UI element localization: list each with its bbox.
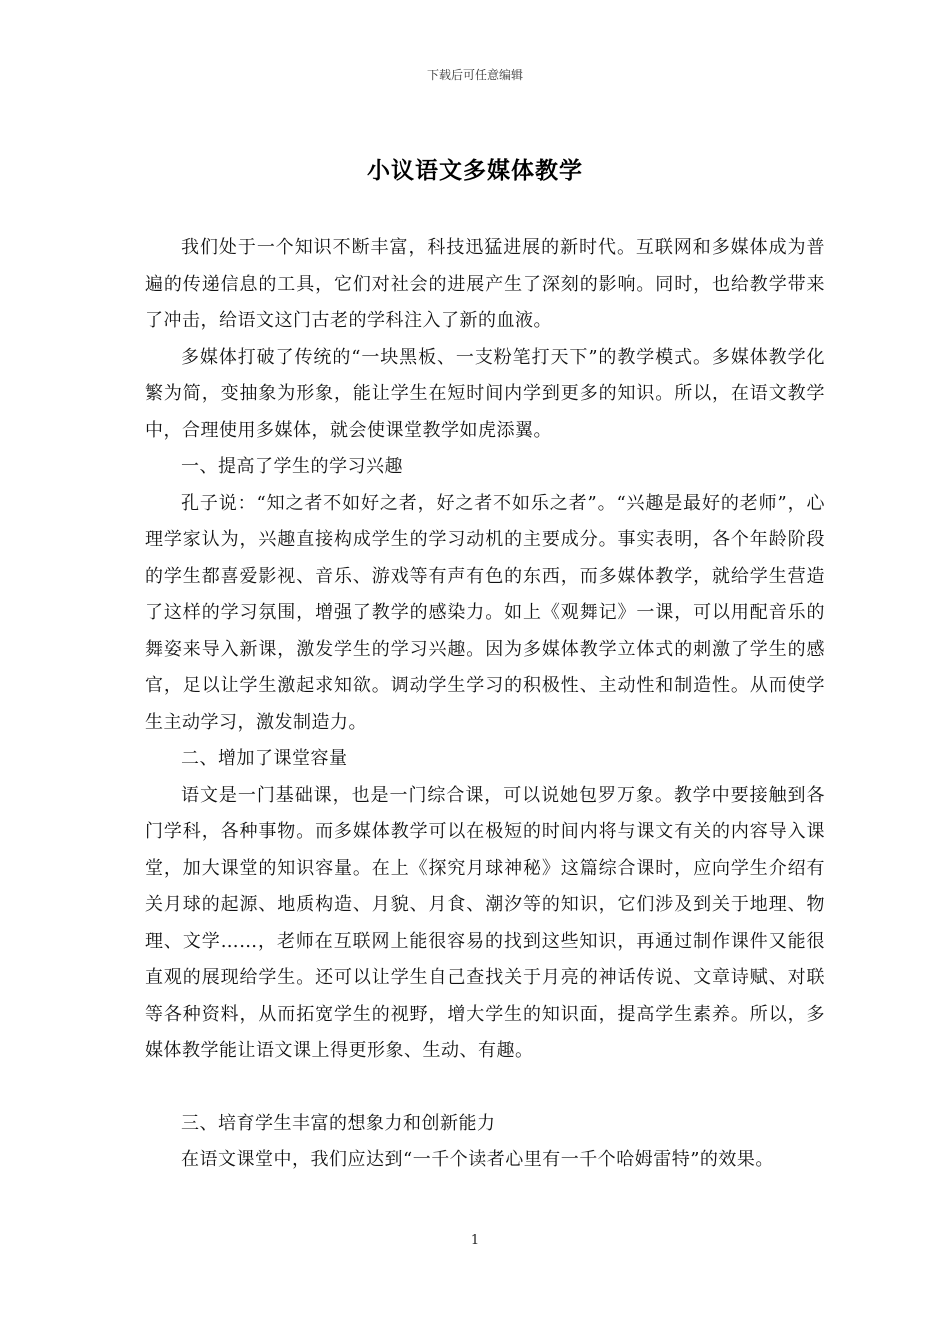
section-1-heading: 一、提高了学生的学习兴趣 — [181, 456, 403, 477]
section-3-heading: 三、培育学生丰富的想象力和创新能力 — [181, 1112, 496, 1134]
intro-paragraph-1: 我们处于一个知识不断丰富，科技迅猛进展的新时代。互联网和多媒体成为普遍的传递信息的工具，它们对社会的进展产生了深刻的影响。同时，也给教学带来了冲击，给语文这门古老的学科注入了新的血液。 — [145, 237, 825, 331]
document-body — [145, 230, 825, 1179]
section-1-paragraph: 孔子说：“知之者不如好之者，好之者不如乐之者”。“兴趣是最好的老师”，心理学家认为，兴趣直接构成学生的学习动机的主要成分。事实表明，各个年龄阶段的学生都喜爱影视、音乐、游戏等有声有色的东西，而多媒体教学，就给学生营造了这样的学习氛围，增强了教学的感染力。如上《观舞记》一课，可以用配音乐的舞姿来导入新课，激发学生的学习兴趣。因为多媒体教学立体式的刺激了学生的感官，足以让学生激起求知欲。调动学生学习的积极性、主动性和制造性。从而使学生主动学习，激发制造力。 — [145, 492, 825, 733]
page-header: 下载后可任意编辑 — [426, 68, 523, 82]
intro-paragraph-2: 多媒体打破了传统的“一块黑板、一支粉笔打天下”的教学模式。多媒体教学化繁为简，变抽象为形象，能让学生在短时间内学到更多的知识。所以，在语文教学中，合理使用多媒体，就会使课堂教学如虎添翼。 — [145, 346, 825, 441]
document-title: 小议语文多媒体教学 — [367, 157, 583, 184]
section-3-paragraph: 在语文课堂中，我们应达到“一千个读者心里有一千个哈姆雷特”的效果。 — [181, 1149, 774, 1170]
section-2-heading: 二、增加了课堂容量 — [181, 748, 348, 769]
section-2-paragraph: 语文是一门基础课，也是一门综合课，可以说她包罗万象。教学中要接触到各门学科，各种事物。而多媒体教学可以在极短的时间内将与课文有关的内容导入课堂，加大课堂的知识容量。在上《探究月球神秘》这篇综合课时，应向学生介绍有关月球的起源、地质构造、月貌、月食、潮汐等的知识，它们涉及到关于地理、物理、文学……，老师在互联网上能很容易的找到这些知识，再通过制作课件又能很直观的展现给学生。还可以让学生自己查找关于月亮的神话传说、文章诗赋、对联等各种资料，从而拓宽学生的视野，增大学生的知识面，提高学生素养。所以，多媒体教学能让语文课上得更形象、生动、有趣。 — [145, 784, 825, 1061]
page-number: 1 — [470, 1233, 480, 1248]
section-spacer — [145, 1070, 825, 1106]
